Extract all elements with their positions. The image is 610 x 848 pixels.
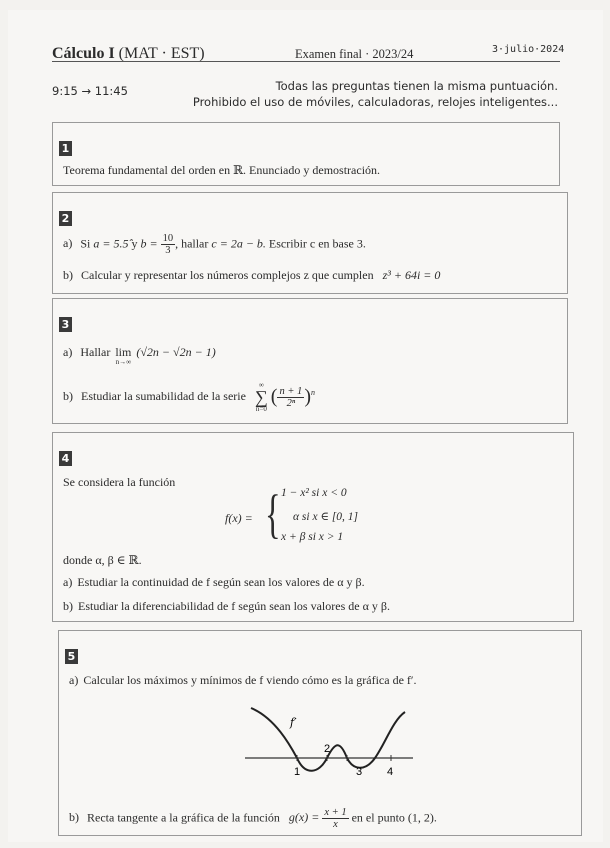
question-2a: a) Si a = 5.5̂ y b = $\frac{10}{3}$ , hallar c = 2a − b. Escribir c en base 3. [63, 233, 366, 256]
question-4b: b) Estudiar la diferenciabilidad de f según sean los valores de α y β. [63, 599, 390, 613]
case-1: 1 − x² si x < 0 [281, 487, 347, 499]
question-number: 4 [59, 451, 72, 466]
question-2b: b) Calcular y representar los números complejos z que cumplen z³ + 64i = 0 [63, 268, 441, 282]
question-4-box [52, 432, 574, 622]
course-title: Cálculo I (MAT · EST) [52, 45, 205, 62]
question-number: 5 [65, 649, 78, 664]
exam-time: 9:15 → 11:45 [52, 84, 128, 98]
question-number: 2 [59, 211, 72, 226]
function-lhs: f(x) = [225, 511, 253, 525]
question-5b: b) Recta tangente a la gráfica de la función g(x) = $\frac{x + 1}{x}$ en el punto (1, 2). [69, 807, 437, 830]
question-2-box [52, 192, 568, 294]
case-2: α si x ∈ [0, 1] [293, 511, 359, 523]
question-3a: a) Hallar lim n→∞ (√2n − √2n − 1) [63, 345, 216, 366]
derivative-curve [251, 708, 405, 771]
question-number: 1 [59, 141, 72, 156]
question-3-box [52, 298, 568, 424]
piecewise-brace: { [265, 484, 281, 544]
tick-label: 3 [356, 766, 363, 778]
exam-name: Examen final · 2023/24 [295, 47, 414, 61]
case-3: x + β si x > 1 [281, 531, 344, 543]
question-3b: b) Estudiar la sumabilidad de la serie ∞ ∑ n=0 ( $\frac{n + 1}{\text{2ⁿ}}$ )$^n$ [63, 381, 315, 413]
question-number: 3 [59, 317, 72, 332]
header-rule [52, 61, 560, 62]
question-1-box [52, 122, 560, 186]
exam-date: 3·julio·2024 [492, 44, 565, 55]
tick-label: 4 [387, 766, 394, 778]
question-4-intro: Se considera la función [63, 475, 176, 489]
tick-label: 1 [294, 766, 301, 778]
prohibition-note: Prohibido el uso de móviles, calculadoras, relojes inteligentes... [192, 95, 558, 109]
curve-label: f′ [290, 716, 297, 729]
question-5a: a) Calcular los máximos y mínimos de f viendo cómo es la gráfica de f′. [69, 673, 417, 687]
question-1-text: Teorema fundamental del orden en ℝ. Enunciado y demostración. [63, 163, 381, 177]
question-4a: a) Estudiar la continuidad de f según sean los valores de α y β. [63, 575, 365, 589]
derivative-graph [235, 700, 415, 790]
tick-label: 2 [324, 743, 331, 755]
parameters-note: donde α, β ∈ ℝ. [63, 553, 142, 567]
scoring-note: Todas las preguntas tienen la misma puntuación. [275, 79, 558, 93]
